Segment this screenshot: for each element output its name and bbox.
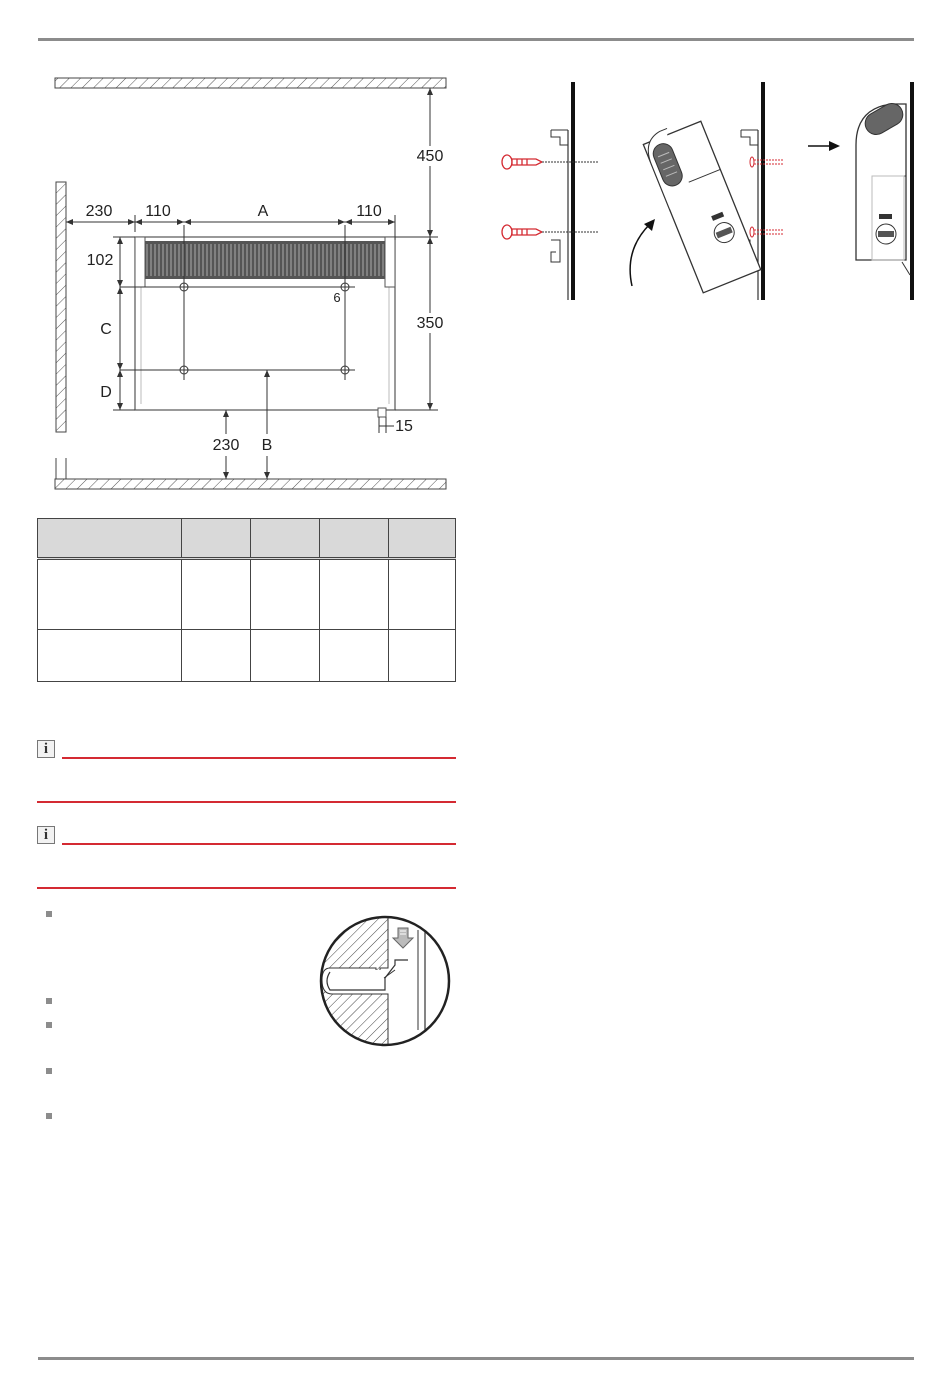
- info-note: [37, 826, 456, 890]
- dim-hole-dia: 6: [333, 290, 341, 305]
- dim-side-clearance: 230: [85, 203, 113, 220]
- dim-foot-offset: 15: [395, 418, 413, 435]
- table-header-cell: [251, 519, 320, 559]
- screw-icon: [502, 225, 542, 239]
- table-cell: [320, 630, 389, 682]
- top-rule: [38, 38, 914, 41]
- step-2-hang-heater: [630, 82, 784, 300]
- screw-icon: [502, 155, 542, 169]
- bullet-marker: [46, 1068, 52, 1074]
- table-cell: [389, 630, 456, 682]
- note-top-rule: [62, 757, 456, 759]
- table-header-cell: [38, 519, 182, 559]
- dim-top-offset: 102: [86, 252, 114, 269]
- info-icon: i: [37, 826, 55, 844]
- dim-left-margin: 110: [145, 203, 171, 220]
- bottom-rule: [38, 1357, 914, 1360]
- table-header-cell: [320, 519, 389, 559]
- dim-bottom-clearance: 230: [212, 437, 240, 454]
- floor-hatch: [55, 479, 446, 489]
- dim-d: D: [100, 384, 112, 401]
- dim-height: 350: [416, 315, 444, 332]
- dim-top-clearance: 450: [416, 148, 444, 165]
- info-icon: i: [37, 740, 55, 758]
- table-cell: [389, 559, 456, 630]
- bracket-detail-illustration: [318, 912, 453, 1050]
- note-bottom-rule: [37, 801, 456, 803]
- heater-grille: [143, 241, 387, 279]
- table-cell: [38, 630, 182, 682]
- bullet-marker: [46, 1113, 52, 1119]
- step-1-wall-bracket: [502, 82, 598, 300]
- dim-b: B: [261, 437, 273, 454]
- table-row: [38, 630, 456, 682]
- table-row: [38, 559, 456, 630]
- note-top-rule: [62, 843, 456, 845]
- specification-table: [37, 518, 456, 682]
- table-cell: [182, 559, 251, 630]
- note-bottom-rule: [37, 887, 456, 889]
- table-cell: [251, 630, 320, 682]
- ceiling-hatch: [55, 78, 446, 88]
- dimension-drawing: [40, 70, 465, 495]
- wall-hatch: [56, 182, 66, 432]
- bullet-marker: [46, 1022, 52, 1028]
- table-header-cell: [182, 519, 251, 559]
- dim-span-a: A: [257, 203, 269, 220]
- bullet-marker: [46, 911, 52, 917]
- table-cell: [251, 559, 320, 630]
- table-cell: [320, 559, 389, 630]
- table-header-cell: [389, 519, 456, 559]
- mounting-steps-illustration: [495, 80, 920, 305]
- dim-right-margin: 110: [356, 203, 382, 220]
- bullet-marker: [46, 998, 52, 1004]
- table-cell: [182, 630, 251, 682]
- info-note: [37, 740, 456, 804]
- table-cell: [38, 559, 182, 630]
- heater-foot: [378, 408, 386, 417]
- dim-c: C: [100, 321, 112, 338]
- step-3-mounted-heater: [808, 82, 912, 300]
